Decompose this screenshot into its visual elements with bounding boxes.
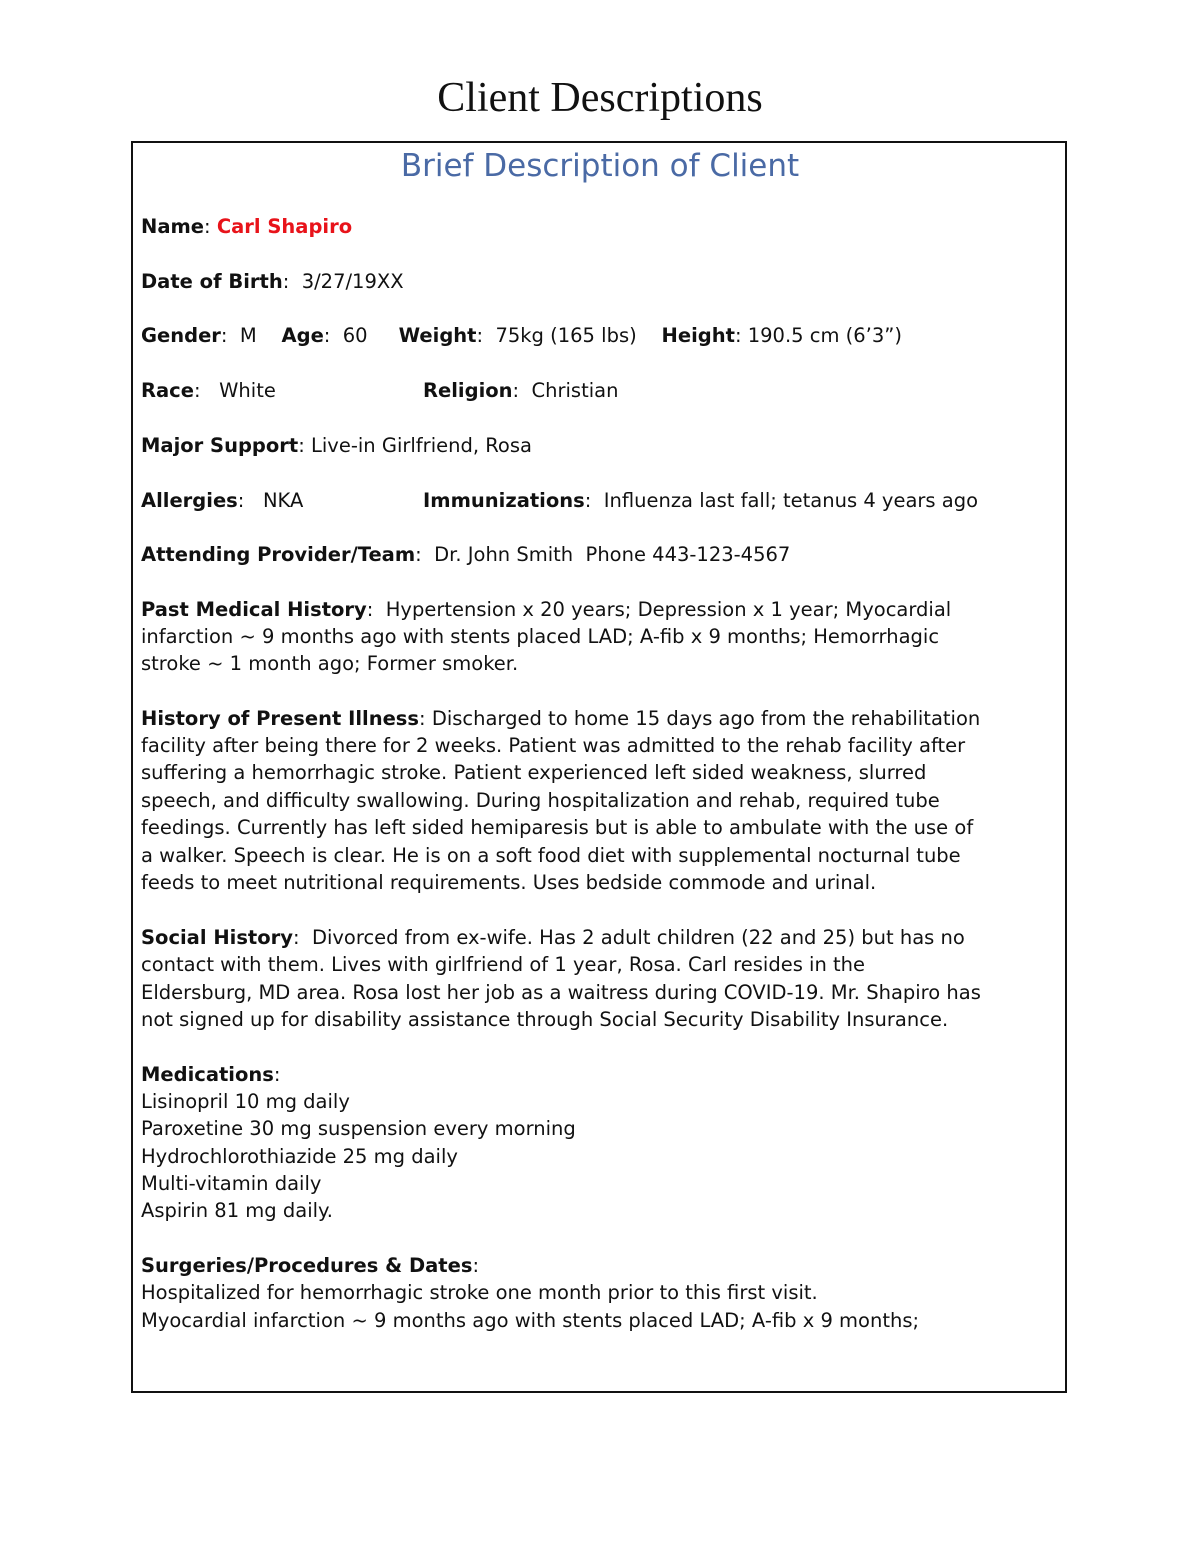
pmh-label: Past Medical History	[141, 598, 367, 621]
name-row: Name: Carl Shapiro	[141, 215, 353, 238]
social-label: Social History	[141, 926, 293, 949]
medication-item: Multi-vitamin daily	[141, 1172, 322, 1195]
social-text: Divorced from ex-wife. Has 2 adult children (22 and 25) but has no	[311, 926, 965, 949]
hpi-line: feeds to meet nutritional requirements. Uses bedside commode and urinal.	[141, 871, 877, 894]
hpi-line: a walker. Speech is clear. He is on a soft food diet with supplemental nocturnal tube	[141, 844, 961, 867]
hpi-line: suffering a hemorrhagic stroke. Patient experienced left sided weakness, slurred	[141, 761, 927, 784]
support-value: Live-in Girlfriend, Rosa	[311, 434, 532, 457]
immunizations-label: Immunizations	[423, 489, 585, 512]
religion-value: Christian	[531, 379, 619, 402]
race-value: White	[219, 379, 276, 402]
social-line-1: Social History: Divorced from ex-wife. Has 2 adult children (22 and 25) but has no	[141, 926, 965, 949]
vitals-row: Gender: M Age: 60 Weight: 75kg (165 lbs) Height: 190.5 cm (6’3”)	[141, 324, 902, 347]
page-title: Client Descriptions	[437, 75, 763, 121]
client-name: Carl Shapiro	[216, 215, 353, 238]
box-heading: Brief Description of Client	[400, 148, 800, 184]
medication-item: Paroxetine 30 mg suspension every morning	[141, 1117, 576, 1140]
height-label: Height	[661, 324, 735, 347]
pmh-line: infarction ~ 9 months ago with stents placed LAD; A-fib x 9 months; Hemorrhagic	[141, 625, 940, 648]
hpi-line: feedings. Currently has left sided hemiparesis but is able to ambulate with the use of	[141, 816, 974, 839]
hpi-line: speech, and difficulty swallowing. During hospitalization and rehab, required tube	[141, 789, 940, 812]
medication-item: Hydrochlorothiazide 25 mg daily	[141, 1145, 458, 1168]
immunizations-group: Immunizations: Influenza last fall; tetanus 4 years ago	[423, 489, 979, 512]
support-label: Major Support	[141, 434, 299, 457]
religion-group: Religion: Christian	[423, 379, 619, 402]
dob-value: 3/27/19XX	[301, 270, 404, 293]
surgery-item: Myocardial infarction ~ 9 months ago with stents placed LAD; A-fib x 9 months;	[141, 1309, 920, 1332]
religion-label: Religion	[423, 379, 513, 402]
support-row: Major Support: Live-in Girlfriend, Rosa	[141, 434, 532, 457]
hpi-line: facility after being there for 2 weeks. Patient was admitted to the rehab facility after	[141, 734, 966, 757]
social-line: not signed up for disability assistance through Social Security Disability Insurance.	[141, 1008, 949, 1031]
allergies-row: Allergies: NKA Immunizations: Influenza last fall; tetanus 4 years ago	[141, 489, 979, 512]
social-line: contact with them. Lives with girlfriend of 1 year, Rosa. Carl resides in the	[141, 953, 866, 976]
surgeries-heading: Surgeries/Procedures & Dates:	[141, 1254, 480, 1277]
age-value: 60	[342, 324, 368, 347]
allergies-value: NKA	[262, 489, 304, 512]
medications-heading: Medications:	[141, 1063, 281, 1086]
social-line: Eldersburg, MD area. Rosa lost her job as a waitress during COVID-19. Mr. Shapiro has	[141, 981, 981, 1004]
hpi-line-1: History of Present Illness: Discharged to home 15 days ago from the rehabilitation	[141, 707, 981, 730]
pmh-line-1: Past Medical History: Hypertension x 20 years; Depression x 1 year; Myocardial	[141, 598, 952, 621]
medication-item: Lisinopril 10 mg daily	[141, 1090, 350, 1113]
weight-value: 75kg (165 lbs)	[495, 324, 637, 347]
weight-label: Weight	[398, 324, 477, 347]
provider-label: Attending Provider/Team	[141, 543, 416, 566]
pmh-line: stroke ~ 1 month ago; Former smoker.	[141, 652, 519, 675]
hpi-text: Discharged to home 15 days ago from the rehabilitation	[431, 707, 981, 730]
age-label: Age	[281, 324, 324, 347]
immunizations-value: Influenza last fall; tetanus 4 years ago	[603, 489, 979, 512]
gender-value: M	[239, 324, 257, 347]
hpi-label: History of Present Illness	[141, 707, 420, 730]
provider-row: Attending Provider/Team: Dr. John Smith Phone 443-123-4567	[141, 543, 791, 566]
race-religion-row: Race: White Religion: Christian	[141, 379, 619, 402]
provider-value: Dr. John Smith Phone 443-123-4567	[434, 543, 791, 566]
dob-row: Date of Birth: 3/27/19XX	[141, 270, 404, 293]
medications-label: Medications	[141, 1063, 274, 1086]
height-value: 190.5 cm (6’3”)	[747, 324, 902, 347]
race-label: Race	[141, 379, 194, 402]
name-label: Name	[141, 215, 205, 238]
pmh-text: Hypertension x 20 years; Depression x 1 year; Myocardial	[385, 598, 952, 621]
allergies-label: Allergies	[141, 489, 238, 512]
medication-item: Aspirin 81 mg daily.	[141, 1199, 333, 1222]
surgery-item: Hospitalized for hemorrhagic stroke one month prior to this first visit.	[141, 1281, 818, 1304]
surgeries-label: Surgeries/Procedures & Dates	[141, 1254, 473, 1277]
gender-label: Gender	[141, 324, 221, 347]
dob-label: Date of Birth	[141, 270, 283, 293]
